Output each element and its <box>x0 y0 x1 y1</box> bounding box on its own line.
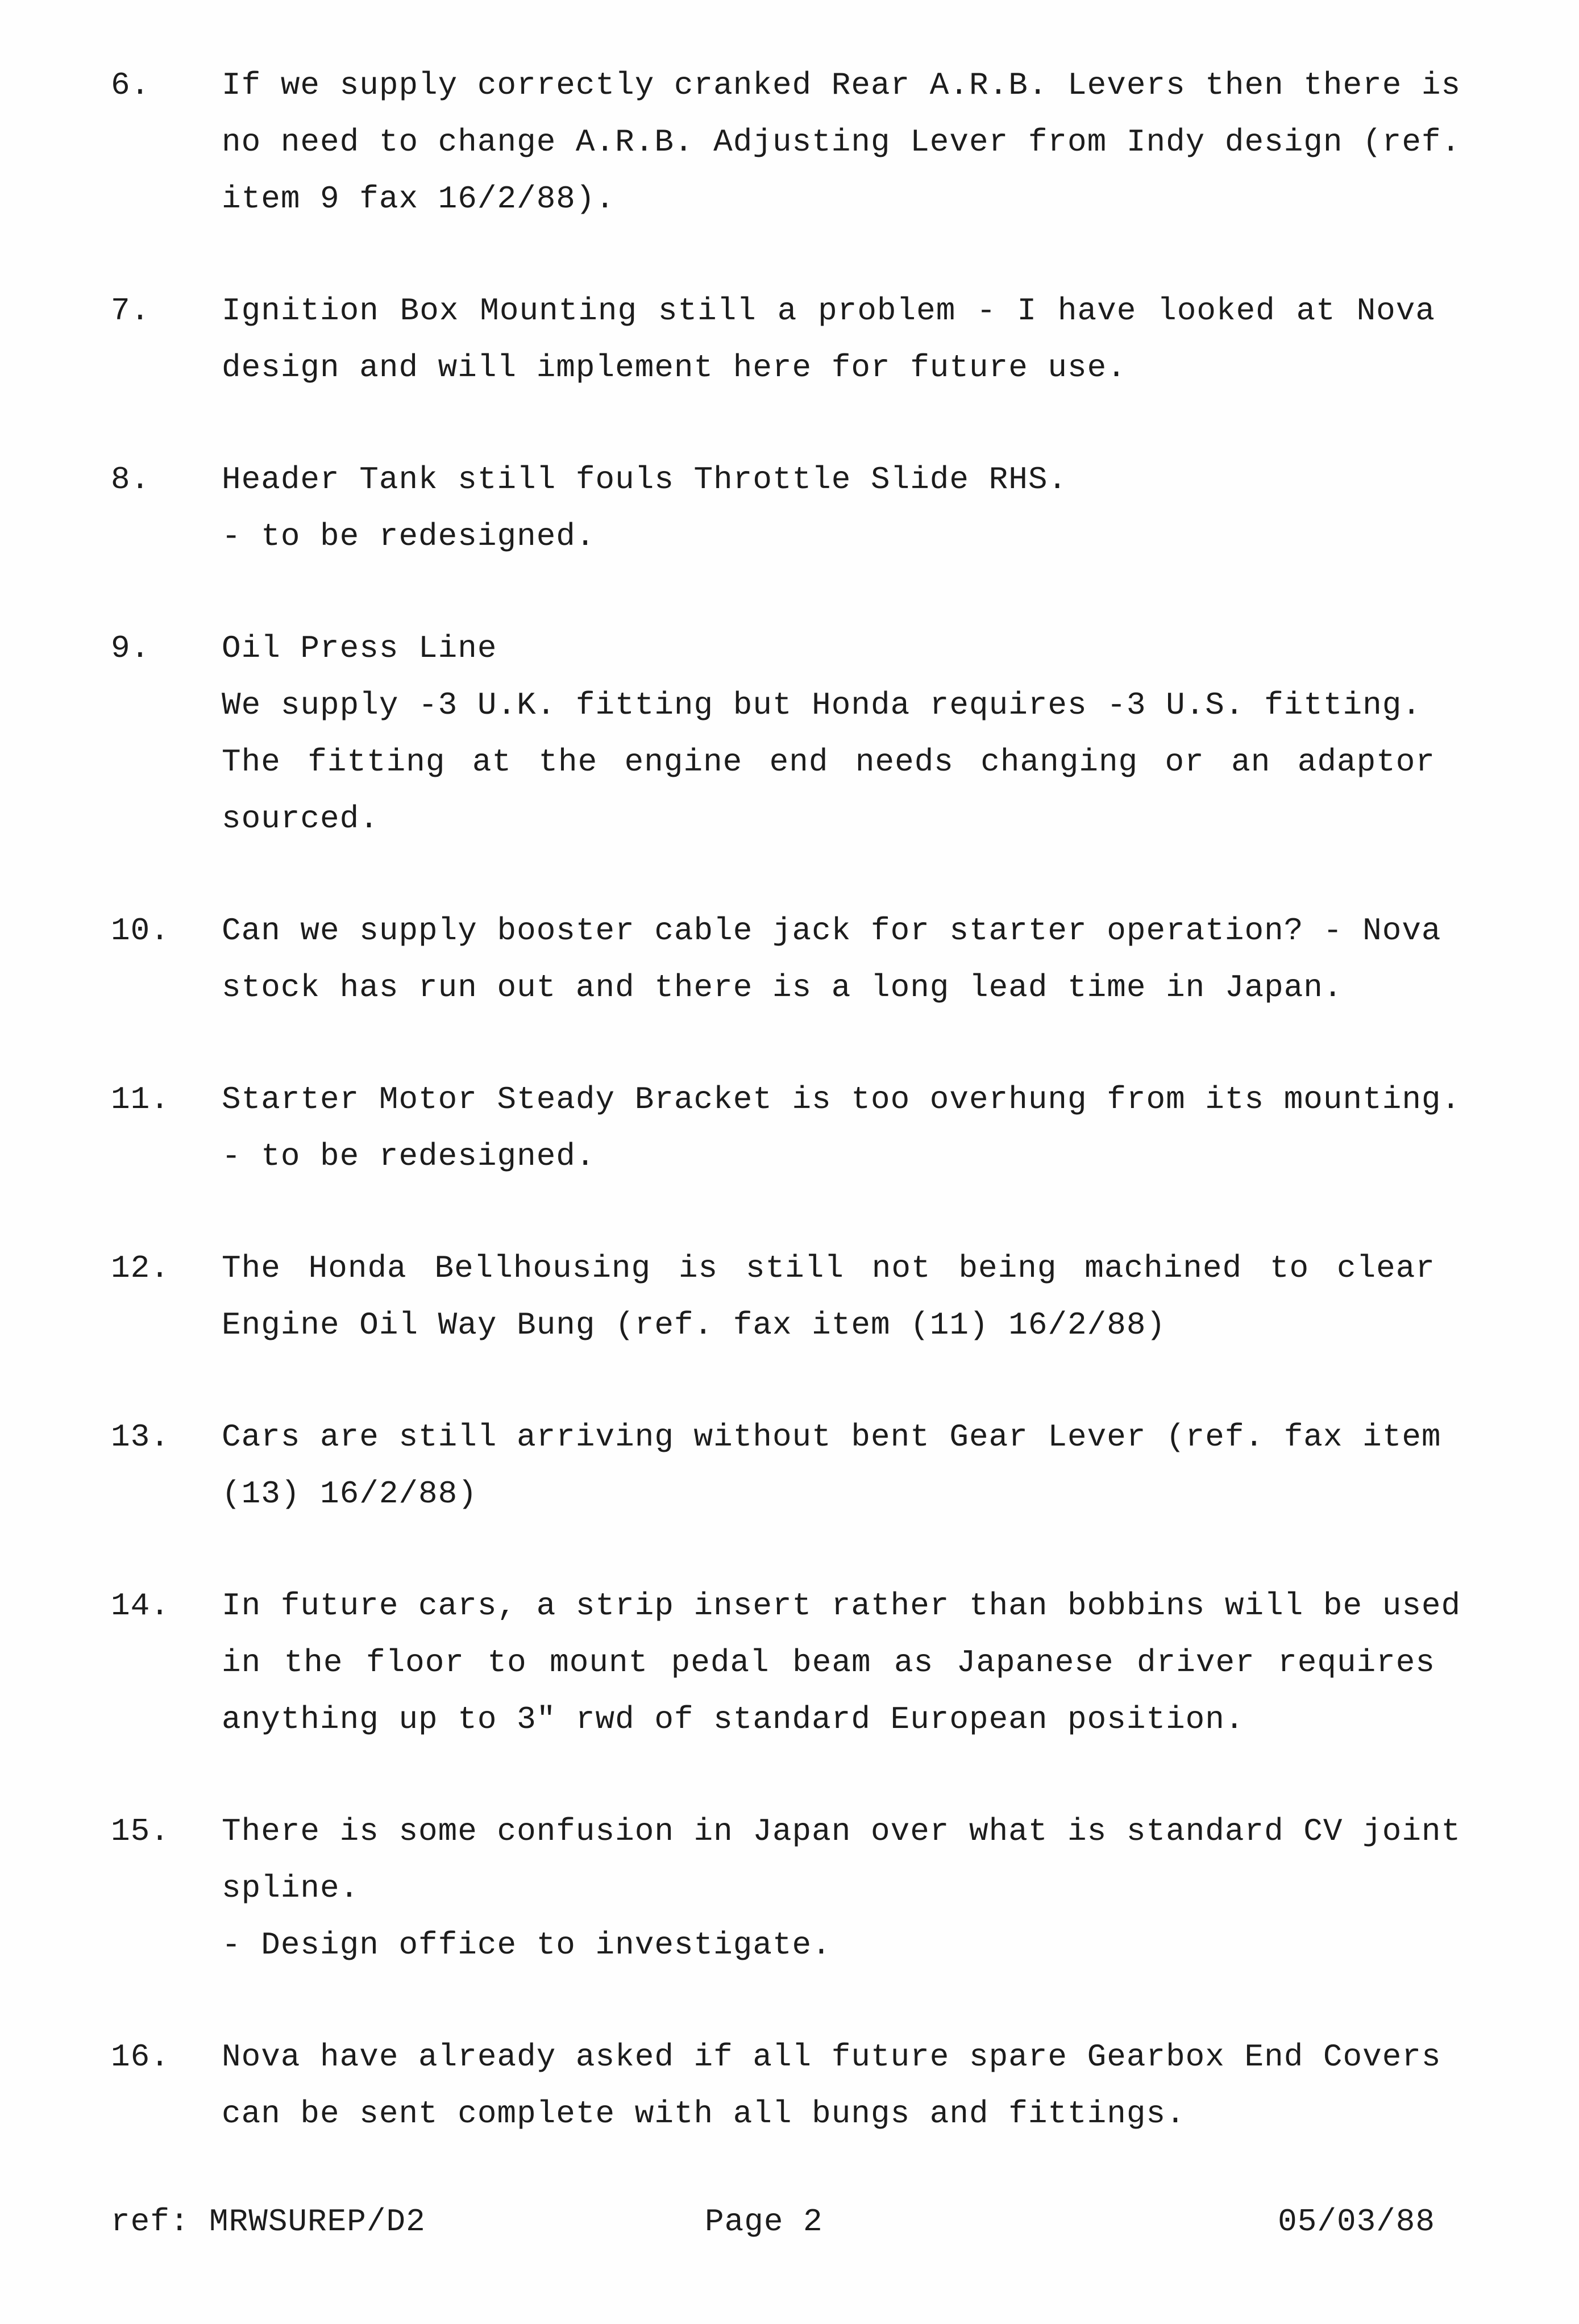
item-number: 7. <box>111 293 151 329</box>
text-line: Oil Press Line <box>222 630 497 667</box>
text-line: The Honda Bellhousing is still not being machined to clear <box>222 1250 1435 1286</box>
list-item <box>111 451 1435 565</box>
item-number: 16. <box>111 2039 170 2075</box>
text-line: In future cars, a strip insert rather than bobbins will be used <box>222 1588 1461 1624</box>
text-line: Can we supply booster cable jack for starter operation? - Nova <box>222 913 1441 949</box>
item-text <box>222 1577 1461 1748</box>
list-item <box>111 902 1441 1016</box>
text-line: Nova have already asked if all future spare Gearbox End Covers <box>222 2039 1441 2075</box>
list-item <box>111 1803 1461 1973</box>
text-line: design and will implement here for future use. <box>222 349 1127 386</box>
item-number: 11. <box>111 1081 170 1118</box>
text-line: (13) 16/2/88) <box>222 1476 477 1512</box>
list-item <box>111 1071 1461 1185</box>
text-line: item 9 fax 16/2/88). <box>222 181 616 217</box>
text-line: no need to change A.R.B. Adjusting Lever from Indy design (ref. <box>222 124 1461 160</box>
text-line: - Design office to investigate. <box>222 1927 832 1963</box>
item-text <box>222 902 1441 1016</box>
text-line: anything up to 3" rwd of standard European position. <box>222 1701 1245 1738</box>
text-line: There is some confusion in Japan over what is standard CV joint <box>222 1813 1461 1850</box>
item-number: 10. <box>111 913 170 949</box>
item-number: 9. <box>111 630 151 667</box>
page-number: Page 2 <box>705 2204 823 2240</box>
document-date: 05/03/88 <box>1278 2204 1435 2240</box>
item-text <box>222 1240 1435 1353</box>
document-reference: ref: MRWSUREP/D2 <box>111 2204 426 2240</box>
list-item <box>111 1577 1461 1748</box>
text-line: Starter Motor Steady Bracket is too overhung from its mounting. <box>222 1081 1461 1118</box>
item-text <box>222 57 1461 227</box>
item-number: 15. <box>111 1813 170 1850</box>
text-line: can be sent complete with all bungs and fittings. <box>222 2096 1186 2132</box>
text-line: Ignition Box Mounting still a problem - I have looked at Nova <box>222 293 1435 329</box>
text-line: stock has run out and there is a long lead time in Japan. <box>222 969 1343 1006</box>
item-number: 12. <box>111 1250 170 1286</box>
item-text <box>222 1409 1441 1522</box>
text-line: We supply -3 U.K. fitting but Honda requires -3 U.S. fitting. <box>222 687 1422 723</box>
list-item <box>111 57 1461 227</box>
item-text <box>222 451 1435 565</box>
item-text <box>222 1803 1461 1973</box>
text-line: in the floor to mount pedal beam as Japanese driver requires <box>222 1644 1435 1681</box>
item-text <box>222 282 1435 396</box>
text-line: spline. <box>222 1870 360 1906</box>
text-line: If we supply correctly cranked Rear A.R.B. Levers then there is <box>222 67 1461 103</box>
item-number: 6. <box>111 67 151 103</box>
item-number: 8. <box>111 461 151 498</box>
text-line: Cars are still arriving without bent Gear Lever (ref. fax item <box>222 1419 1441 1455</box>
page-footer <box>111 2193 1435 2250</box>
item-number: 14. <box>111 1588 170 1624</box>
text-line: - to be redesigned. <box>222 518 596 555</box>
list-item <box>111 1240 1435 1353</box>
list-item <box>111 620 1435 847</box>
numbered-item-list <box>111 57 1461 2197</box>
text-line: - to be redesigned. <box>222 1138 596 1175</box>
item-text <box>222 1071 1461 1185</box>
item-text <box>222 2029 1441 2142</box>
list-item <box>111 2029 1441 2142</box>
text-line: The fitting at the engine end needs changing or an adaptor <box>222 744 1435 780</box>
item-text <box>222 620 1435 847</box>
list-item <box>111 282 1435 396</box>
item-number: 13. <box>111 1419 170 1455</box>
text-line: Engine Oil Way Bung (ref. fax item (11) 16/2/88) <box>222 1307 1166 1343</box>
list-item <box>111 1409 1441 1522</box>
text-line: Header Tank still fouls Throttle Slide RHS. <box>222 461 1068 498</box>
text-line: sourced. <box>222 801 379 837</box>
